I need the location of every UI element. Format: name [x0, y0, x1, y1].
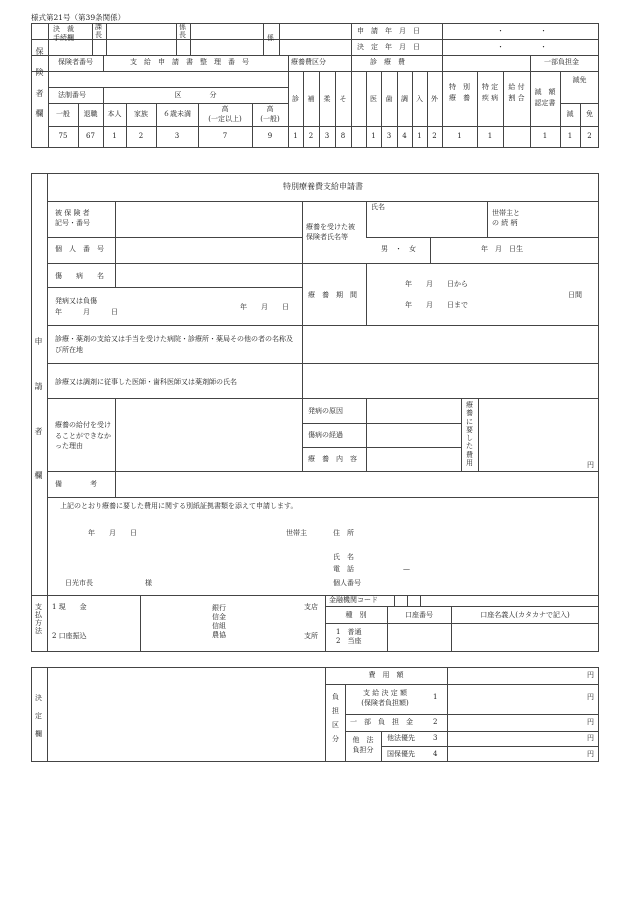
cost-amount-label: 費 用 額	[368, 671, 404, 679]
treatment-content-label: 療 養 内 容	[308, 455, 357, 463]
phone-label: 電 話	[333, 565, 354, 573]
payment-decision-label: 支 給 決 定 額 (保険者負担額)	[361, 689, 409, 707]
code-cell: 1	[457, 132, 462, 140]
reduction-certificate-header: 減 額 認定書	[534, 88, 556, 107]
retired-header: 退職	[83, 110, 98, 118]
fee-col: 調	[401, 95, 408, 103]
form-number: 様式第21号（第39条関係）	[31, 13, 126, 22]
date-dot: ・	[497, 43, 504, 51]
account-number-label: 口座番号	[405, 611, 433, 619]
honorific: 様	[145, 579, 152, 587]
cost-side-label: 療 養 に 要 し た 費 用	[466, 401, 473, 467]
decision-yen: 円	[587, 734, 594, 742]
burden-side-label: 負 担 区 分	[332, 693, 339, 743]
code-cell: 75	[58, 132, 68, 140]
account-holder-label: 口座名義人(カタカナで記入)	[480, 611, 570, 619]
hospital-label: 診療・薬剤の支給又は手当を受けた病院・診療所・薬局その他の者の名称及び所在地	[55, 335, 293, 354]
payment-side-label: 支 払 方 法	[35, 603, 42, 636]
account-type-label: 種 別	[345, 611, 367, 619]
code-cell: 2	[308, 132, 314, 140]
decision-num: 1	[433, 693, 438, 701]
legal-number-header: 法制番号	[58, 91, 86, 99]
date-dot: ・	[497, 27, 504, 35]
fee-col: 歯	[385, 95, 393, 103]
address-label: 住 所	[333, 529, 354, 537]
declaration-text: 上記のとおり療養に要した費用に関する別紙証拠書類を添えて申請します。	[60, 502, 298, 510]
name2-label: 氏 名	[333, 553, 354, 561]
doctor-label: 診療又は調剤に従事した医師・歯科医師又は薬剤師の氏名	[55, 378, 237, 386]
cost-yen: 円	[587, 461, 594, 469]
transfer-option: 2 口座振込	[52, 632, 87, 640]
ryoyo-col: そ	[339, 95, 347, 103]
other-law-label: 他 法 負担分	[352, 736, 374, 754]
exemption-header: 免	[586, 110, 593, 118]
reduction-exemption-header: 減免	[572, 76, 587, 84]
approval-label: 決 裁 手続欄	[53, 25, 74, 43]
decision-num: 3	[433, 734, 438, 742]
sub-branch-label: 支所	[304, 632, 318, 640]
patient-label: 療養を受けた被 保険者氏名等	[306, 223, 355, 241]
decision-yen: 円	[587, 693, 594, 701]
family-header: 家族	[134, 110, 148, 118]
mayor-label: 日光市長	[65, 579, 93, 587]
decision-yen: 円	[587, 750, 594, 758]
bank-types: 銀行 信金 信組 農協	[212, 604, 226, 640]
code-cell: 2	[138, 132, 144, 140]
code-cell: 4	[402, 132, 407, 140]
general-header: 一般	[56, 110, 70, 118]
householder-label: 世帯主	[286, 529, 307, 537]
decision-yen: 円	[587, 671, 594, 679]
nhi-priority: 国保優先	[387, 750, 415, 758]
phone-dash: —	[403, 565, 410, 573]
code-cell: 67	[86, 132, 95, 140]
treatment-category-header: 療養費区分	[291, 58, 326, 66]
period-from: 年 月 日から	[405, 280, 468, 288]
insurer-number-header: 保険者番号	[58, 58, 93, 66]
cash-option: 1 現 金	[52, 603, 87, 611]
insurer-col-label: 保 険 者 欄	[35, 47, 44, 119]
partial-payment-header: 一部負担金	[544, 58, 579, 66]
onset-cause-label: 発病の原因	[308, 407, 343, 415]
code-cell: 7	[222, 132, 228, 140]
date-dot: ・	[540, 27, 547, 35]
application-date-label: 申 請 年 月 日	[357, 27, 420, 35]
onset-label: 発病又は負傷 年 月 日	[55, 297, 118, 316]
reduction-header: 減	[566, 110, 574, 118]
benefit-ratio-header: 給 付 割 合	[508, 83, 525, 102]
self-header: 本人	[107, 110, 122, 118]
name-label: 氏名	[371, 203, 385, 211]
code-cell: 8	[340, 132, 346, 140]
injury-name-label: 傷 病 名	[55, 272, 104, 280]
partial-burden-label: 一 部 負 担 金	[350, 718, 413, 726]
relation-label: 世帯主と の 続 柄	[492, 209, 520, 227]
period-to: 年 月 日まで	[405, 301, 468, 309]
code-cell: 2	[587, 132, 592, 140]
kacho-label: 課長	[95, 23, 102, 39]
fee-col: 入	[416, 95, 423, 103]
code-cell: 1	[112, 132, 117, 140]
personal-number-label: 個 人 番 号	[55, 245, 104, 253]
reason-label: 療養の給付を受けることができなかった理由	[55, 421, 111, 450]
code-cell: 3	[386, 132, 392, 140]
decision-num: 4	[433, 750, 438, 758]
other-law-priority: 他法優先	[387, 734, 415, 742]
date-dot: ・	[540, 43, 547, 51]
code-cell: 1	[487, 132, 493, 140]
injury-course-label: 傷病の経過	[308, 431, 343, 439]
applicant-side-label: 申 請 者 欄	[34, 337, 43, 481]
medical-fee-header: 診 療 費	[370, 58, 405, 66]
code-cell: 1	[542, 132, 548, 140]
account-type-options: 1 普通 2 当座	[336, 628, 362, 646]
code-cell: 1	[293, 132, 298, 140]
treatment-period-label: 療 養 期 間	[308, 291, 357, 299]
insured-number-label: 被 保 険 者 記号・番号	[55, 209, 90, 227]
category-header: 区 分	[174, 91, 217, 99]
specific-disease-header: 特 定 疾 病	[481, 83, 499, 102]
fee-col: 医	[370, 95, 377, 103]
onset-date: 年 月 日	[240, 303, 289, 311]
elderly-1-header: 高 (一定以上)	[208, 105, 242, 123]
application-number-header: 支 給 申 請 書 整 理 番 号	[130, 58, 249, 66]
form-title: 特別療養費支給申請書	[283, 182, 363, 191]
ryoyo-col: 柔	[323, 95, 331, 103]
fee-col: 外	[431, 95, 438, 103]
birth-label: 年 月 日生	[481, 245, 523, 253]
decision-side-label: 決 定 欄	[35, 694, 42, 739]
code-cell: 3	[174, 132, 180, 140]
code-cell: 9	[267, 132, 273, 140]
sex-label: 男 ・ 女	[381, 245, 416, 253]
ryoyo-col: 診	[292, 95, 299, 103]
ryoyo-col: 補	[307, 95, 315, 103]
code-cell: 1	[371, 132, 376, 140]
remarks-label: 備 考	[55, 480, 97, 488]
bank-code-label: 金融機関コード	[329, 596, 378, 604]
period-days: 日間	[568, 291, 582, 299]
under-six-header: ６歳未満	[163, 110, 191, 118]
elderly-2-header: 高 (一般)	[260, 105, 280, 123]
kakaricho-label: 係長	[179, 23, 186, 39]
decision-num: 2	[433, 718, 438, 726]
special-care-header: 特 別 療 養	[449, 83, 470, 102]
branch-label: 支店	[304, 603, 318, 611]
decision-yen: 円	[587, 718, 594, 726]
code-cell: 1	[417, 132, 422, 140]
declaration-date: 年 月 日	[88, 529, 137, 537]
code-cell: 1	[567, 132, 573, 140]
decision-date-label: 決 定 年 月 日	[357, 43, 420, 51]
personal-number2-label: 個人番号	[333, 579, 361, 587]
code-cell: 3	[324, 132, 330, 140]
kakari-label: 係	[267, 34, 274, 42]
code-cell: 2	[432, 132, 437, 140]
